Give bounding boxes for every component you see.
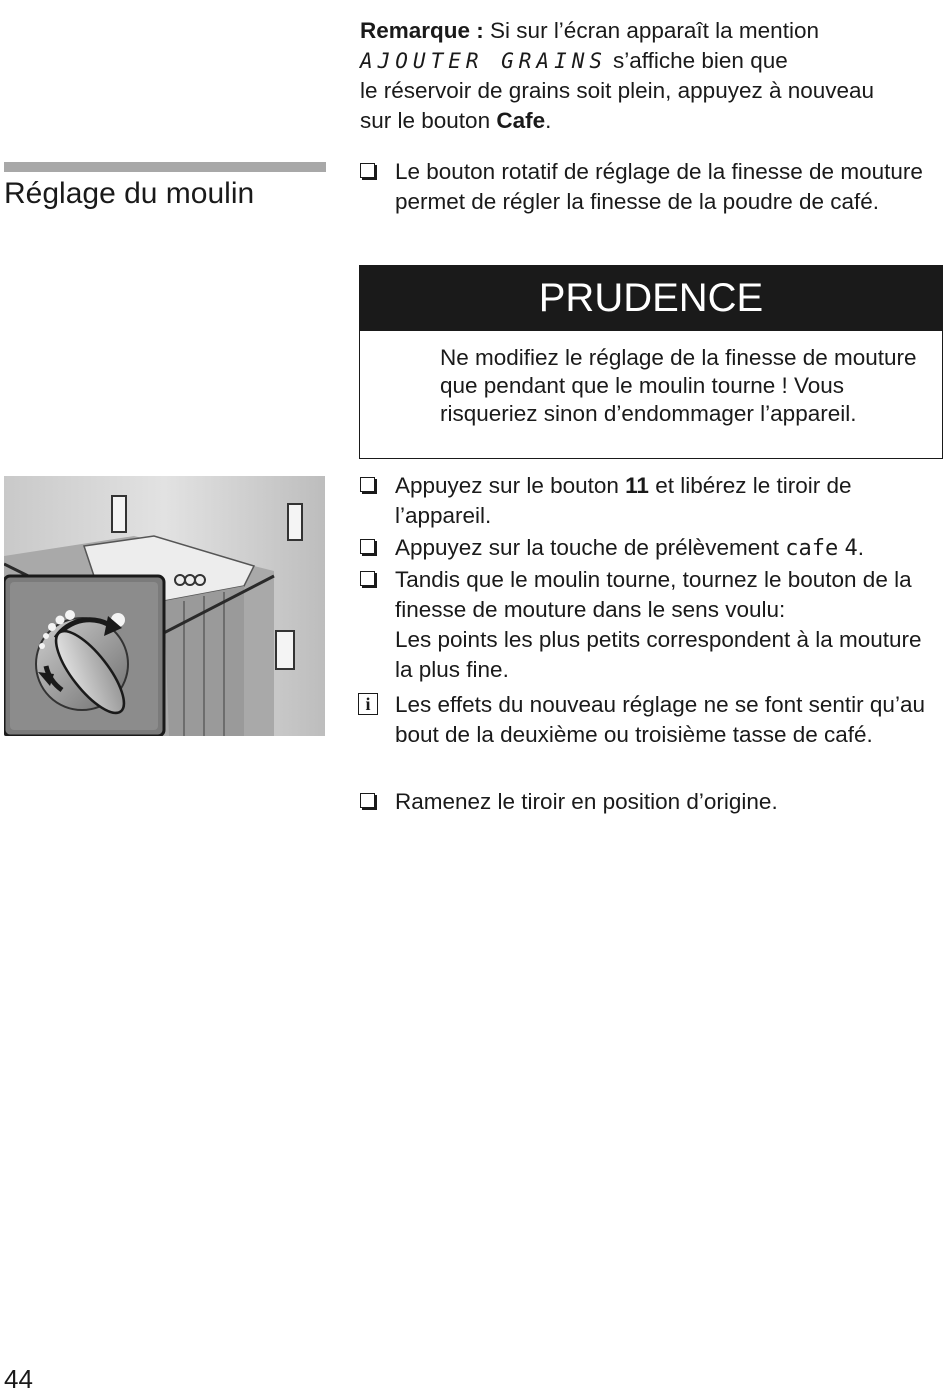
remark-paragraph (360, 16, 940, 136)
step-item (358, 533, 940, 564)
checkbox-bullet-icon (360, 571, 375, 586)
caution-title: PRUDENCE (360, 266, 942, 331)
checkbox-bullet-icon (360, 163, 375, 178)
step-text: . (857, 535, 864, 560)
info-note (358, 690, 940, 750)
section-title: Réglage du moulin (4, 177, 255, 210)
step-text: Appuyez sur le bouton (395, 473, 626, 498)
remark-label: Remarque : (360, 18, 484, 43)
checkbox-bullet-icon (360, 793, 375, 808)
cafe-button-name: Cafe (496, 108, 546, 133)
dispense-key-number: 4 (844, 536, 858, 561)
step-item (358, 157, 940, 217)
step-text: et libérez le tiroir de l’appareil. (395, 473, 852, 528)
section-divider (4, 162, 326, 172)
remark-text-5: . (545, 108, 552, 133)
step-item (358, 471, 940, 531)
caution-text: Ne modifiez le réglage de la finesse de mouture que pendant que le moulin tourne ! Vous risqueriez sinon d’endommager l’appareil. (440, 345, 917, 426)
step-item (358, 787, 940, 817)
grinder-adjustment-illustration (4, 476, 325, 736)
checkbox-bullet-icon (360, 477, 375, 492)
step-text: Ramenez le tiroir en position d’origine. (395, 789, 778, 814)
remark-text-1: Si sur l’écran apparaît la mention (483, 18, 819, 43)
step-item (358, 565, 940, 685)
button-number: 11 (625, 473, 649, 498)
caution-box (359, 265, 943, 459)
info-icon: i (358, 693, 378, 715)
page-number: 44 (4, 1364, 33, 1394)
info-text: Les effets du nouveau réglage ne se font sentir qu’au bout de la deuxième ou troisième tasse de café. (395, 692, 925, 747)
remark-text-3: le réservoir de grains soit plein, appuyez à nouveau (360, 78, 875, 103)
display-message: AJOUTER GRAINS (360, 49, 608, 73)
step-text: Les points les plus petits correspondent à la mouture la plus fine. (395, 627, 922, 682)
checkbox-bullet-icon (360, 539, 375, 554)
cafe-keyword: cafe (785, 536, 839, 561)
remark-text-2: s’affiche bien que (613, 48, 788, 73)
step-text: Appuyez sur la touche de prélèvement (395, 535, 786, 560)
step-text: Tandis que le moulin tourne, tournez le bouton de la finesse de mouture dans le sens voulu: (395, 567, 912, 622)
step-text: Le bouton rotatif de réglage de la finesse de mouture permet de régler la finesse de la poudre de café. (395, 159, 923, 214)
remark-text-4: sur le bouton (360, 108, 497, 133)
